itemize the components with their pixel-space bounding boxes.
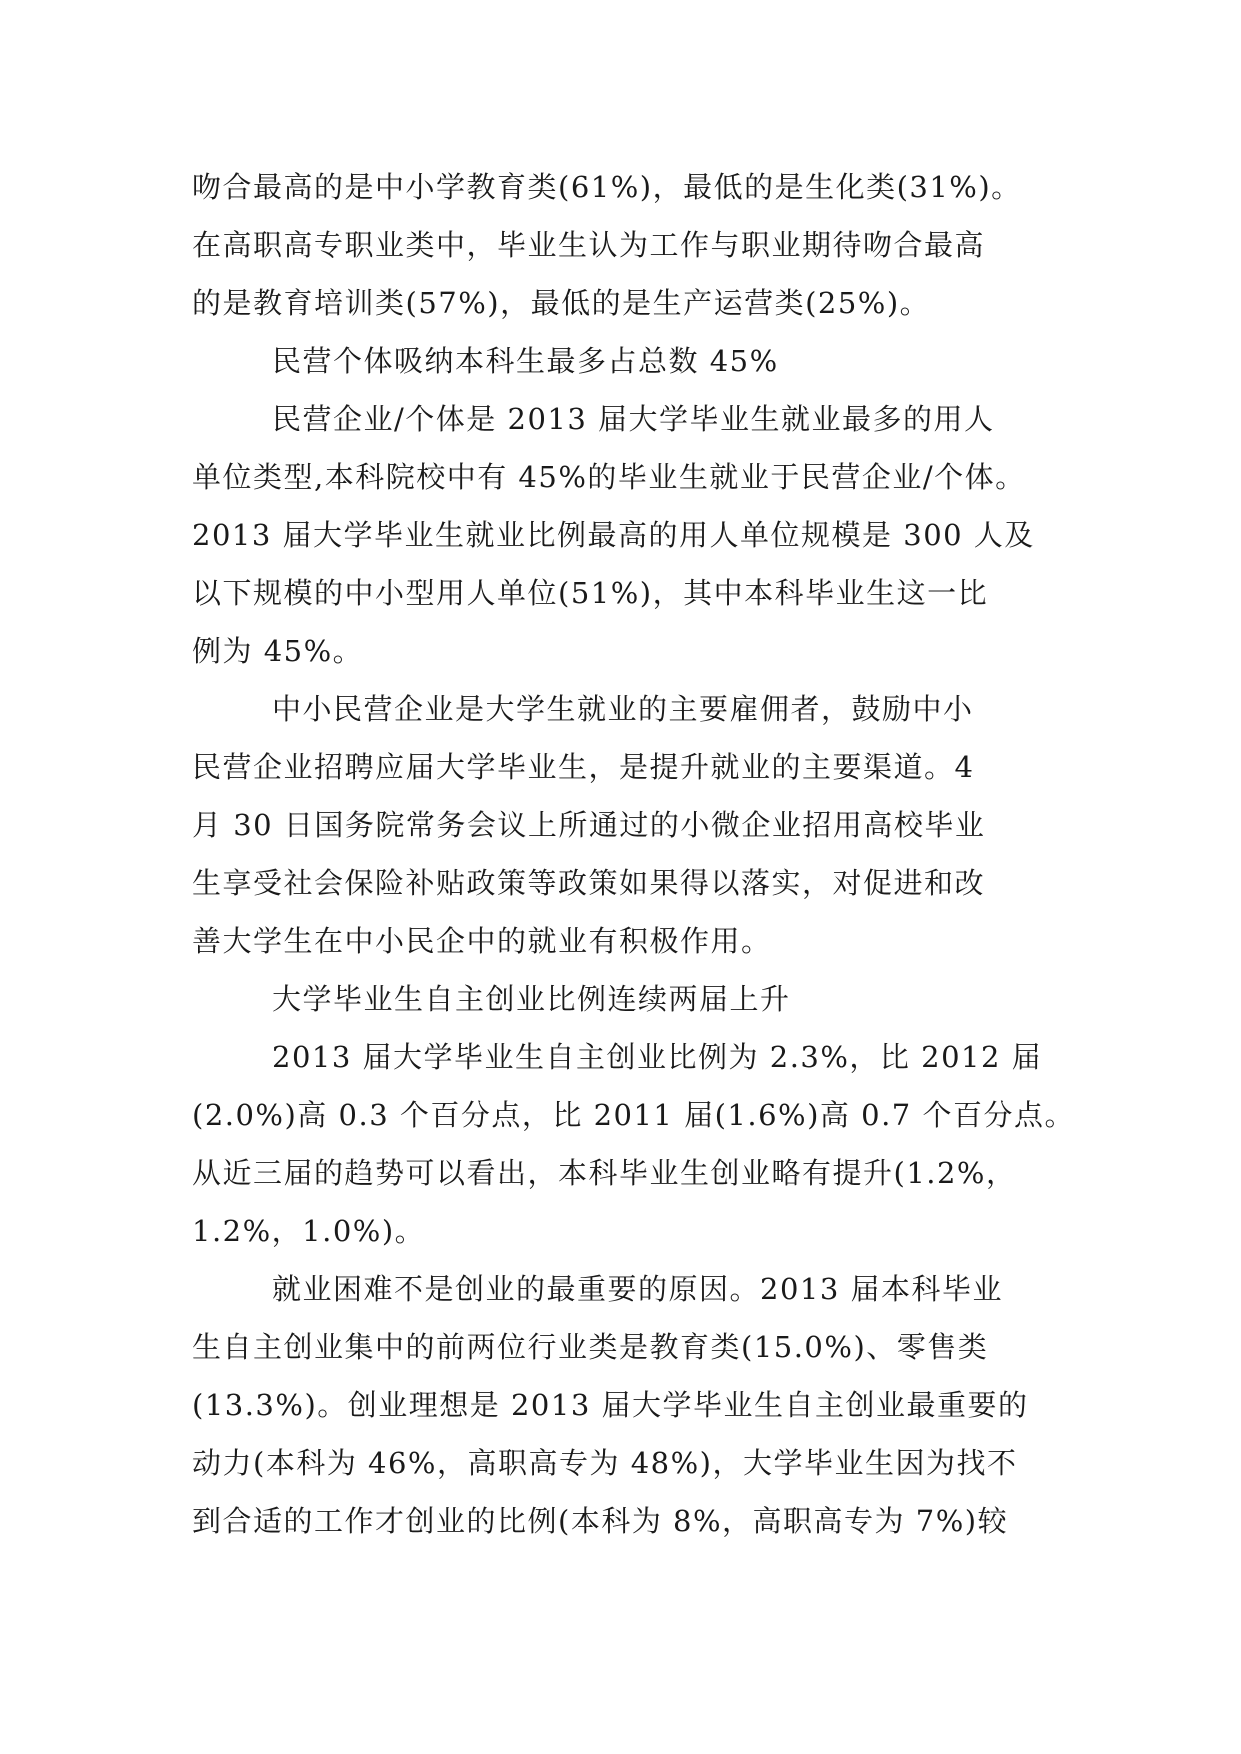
text-line: 在高职高专职业类中，毕业生认为工作与职业期待吻合最高 (192, 228, 986, 262)
text-line: 动力(本科为 46%，高职高专为 48%)，大学毕业生因为找不 (192, 1446, 1018, 1480)
text-line: 例为 45%。 (192, 634, 364, 668)
text-line: 生享受社会保险补贴政策等政策如果得以落实，对促进和改 (192, 866, 986, 900)
text-line: 民营个体吸纳本科生最多占总数 45% (272, 344, 779, 378)
text-line: 从近三届的趋势可以看出，本科毕业生创业略有提升(1.2%， (192, 1156, 1017, 1190)
document-body (192, 158, 1075, 1550)
text-line: 到合适的工作才创业的比例(本科为 8%，高职高专为 7%)较 (192, 1504, 1009, 1538)
text-line: 就业困难不是创业的最重要的原因。2013 届本科毕业 (272, 1272, 1004, 1306)
text-line: 大学毕业生自主创业比例连续两届上升 (272, 982, 791, 1016)
text-line: 2013 届大学毕业生自主创业比例为 2.3%，比 2012 届 (272, 1040, 1043, 1074)
text-line: 民营企业招聘应届大学毕业生，是提升就业的主要渠道。4 (192, 750, 975, 784)
text-line: 生自主创业集中的前两位行业类是教育类(15.0%)、零售类 (192, 1330, 989, 1364)
text-line: 民营企业/个体是 2013 届大学毕业生就业最多的用人 (272, 402, 995, 436)
text-line: 单位类型,本科院校中有 45%的毕业生就业于民营企业/个体。 (192, 460, 1026, 494)
text-line: 中小民营企业是大学生就业的主要雇佣者，鼓励中小 (272, 692, 974, 726)
text-line: (13.3%)。创业理想是 2013 届大学毕业生自主创业最重要的 (192, 1388, 1029, 1422)
text-line: 以下规模的中小型用人单位(51%)，其中本科毕业生这一比 (192, 576, 989, 610)
text-line: 的是教育培训类(57%)，最低的是生产运营类(25%)。 (192, 286, 931, 320)
text-line: (2.0%)高 0.3 个百分点，比 2011 届(1.6%)高 0.7 个百分点。 (192, 1098, 1075, 1132)
text-line: 吻合最高的是中小学教育类(61%)，最低的是生化类(31%)。 (192, 170, 1022, 204)
text-line: 善大学生在中小民企中的就业有积极作用。 (192, 924, 772, 958)
text-line: 月 30 日国务院常务会议上所通过的小微企业招用高校毕业 (192, 808, 986, 842)
text-line: 1.2%，1.0%)。 (192, 1214, 426, 1248)
text-line: 2013 届大学毕业生就业比例最高的用人单位规模是 300 人及 (192, 518, 1035, 552)
